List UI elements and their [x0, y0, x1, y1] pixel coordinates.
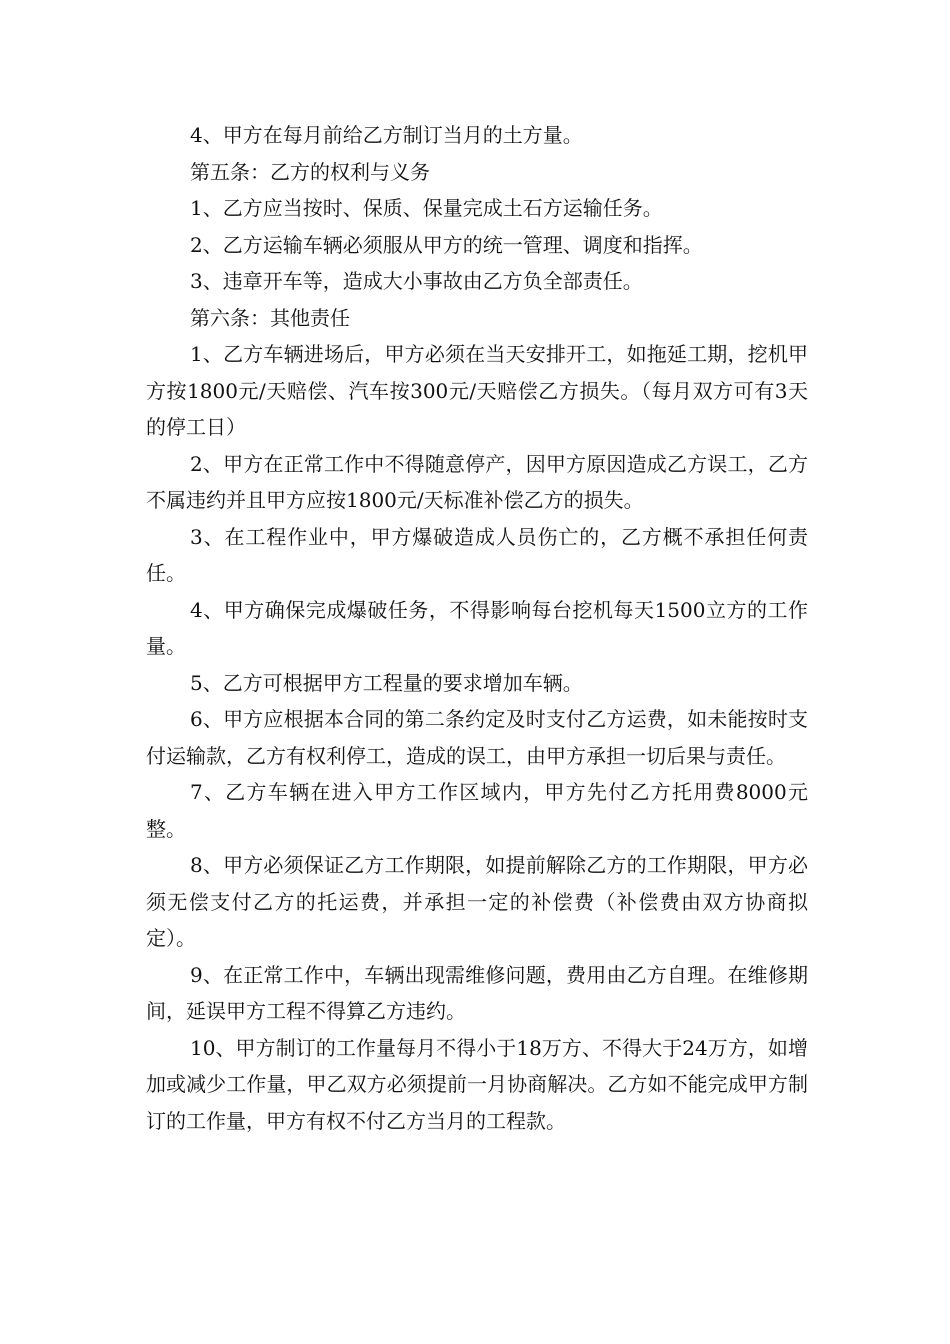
article-6-item-4: 4、甲方确保完成爆破任务，不得影响每台挖机每天1500立方的工作量。 [146, 597, 808, 658]
article-6-item-3: 3、在工程作业中，甲方爆破造成人员伤亡的，乙方概不承担任何责任。 [146, 524, 808, 585]
article-6-item-6: 6、甲方应根据本合同的第二条约定及时支付乙方运费，如未能按时支付运输款，乙方有权利停工，造成的误工，由甲方承担一切后果与责任。 [146, 707, 808, 768]
clause-4-monthly-earthwork: 4、甲方在每月前给乙方制订当月的土方量。 [190, 123, 583, 147]
article-6-heading: 第六条：其他责任 [190, 305, 350, 330]
article-6-item-5: 5、乙方可根据甲方工程量的要求增加车辆。 [190, 670, 583, 695]
document-body [146, 117, 808, 1139]
article-6-item-1: 1、乙方车辆进场后，甲方必须在当天安排开工，如拖延工期，挖机甲方按1800元/天赔偿、汽车按300元/天赔偿乙方损失。（每月双方可有3天的停工日） [146, 342, 808, 439]
article-6-item-9: 9、在正常工作中，车辆出现需维修问题，费用由乙方自理。在维修期间，延误甲方工程不得算乙方违约。 [146, 962, 808, 1023]
article-6-item-8: 8、甲方必须保证乙方工作期限，如提前解除乙方的工作期限，甲方必须无偿支付乙方的托运费，并承担一定的补偿费（补偿费由双方协商拟定）。 [146, 853, 808, 950]
article-5-item-1: 1、乙方应当按时、保质、保量完成土石方运输任务。 [190, 196, 663, 220]
article-6-item-10: 10、甲方制订的工作量每月不得小于18万方、不得大于24万方，如增加或减少工作量，甲乙双方必须提前一月协商解决。乙方如不能完成甲方制订的工作量，甲方有权不付乙方当月的工程款。 [146, 1035, 808, 1133]
article-5-item-2: 2、乙方运输车辆必须服从甲方的统一管理、调度和指挥。 [190, 232, 703, 257]
article-6-item-7: 7、乙方车辆在进入甲方工作区域内，甲方先付乙方托用费8000元整。 [146, 780, 808, 841]
article-5-item-3: 3、违章开车等，造成大小事故由乙方负全部责任。 [190, 269, 643, 293]
article-6-item-2: 2、甲方在正常工作中不得随意停产，因甲方原因造成乙方误工，乙方不属违约并且甲方应按1800元/天标准补偿乙方的损失。 [146, 451, 808, 512]
article-5-heading: 第五条：乙方的权利与义务 [190, 159, 430, 184]
